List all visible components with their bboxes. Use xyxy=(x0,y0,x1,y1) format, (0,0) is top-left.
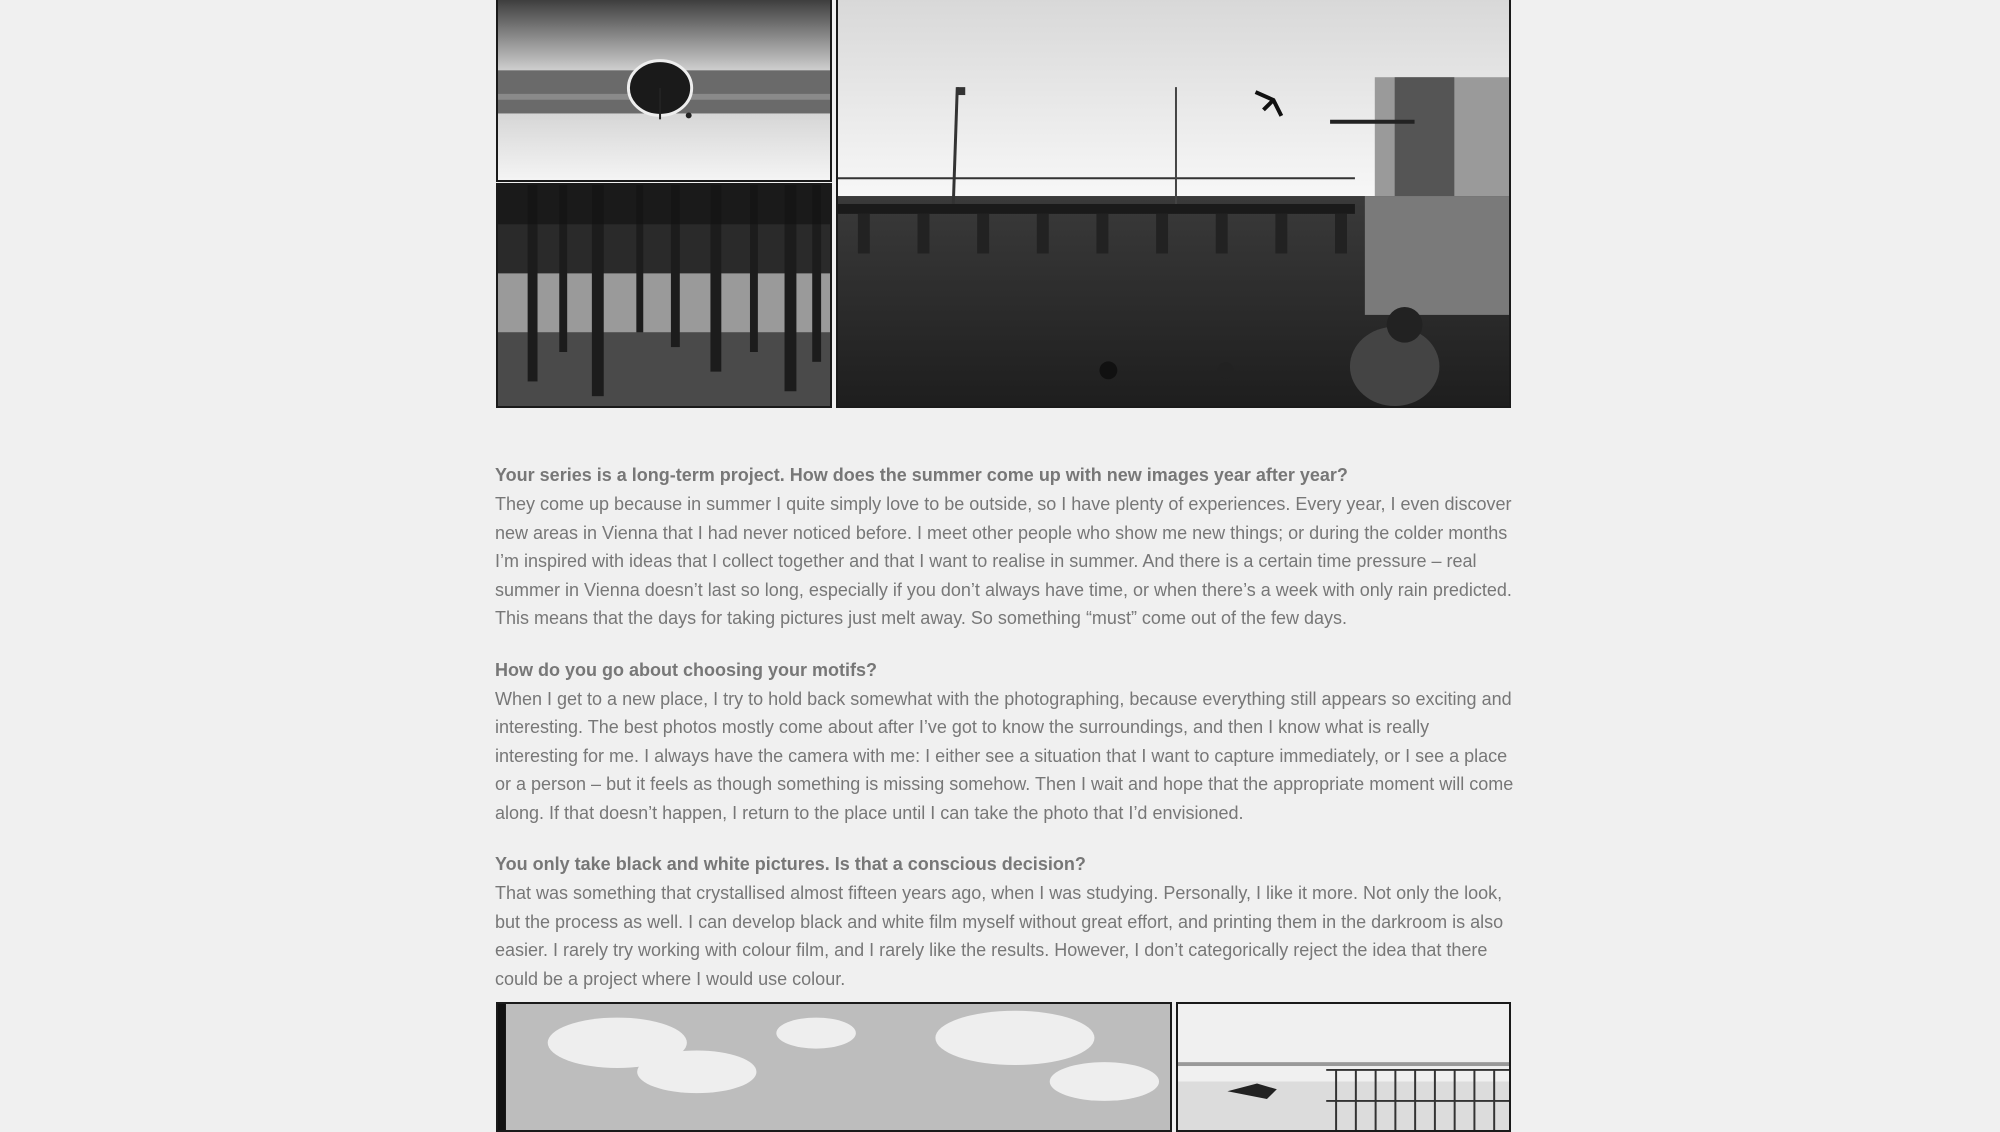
interview-question: Your series is a long-term project. How does the summer come up with new images year after year? xyxy=(495,465,1348,485)
interview-question: You only take black and white pictures. Is that a conscious decision? xyxy=(495,854,1086,874)
pine-forest-photo[interactable] xyxy=(496,183,832,408)
diving-pool-photo[interactable] xyxy=(836,0,1511,408)
beach-umbrella-photo[interactable] xyxy=(496,0,832,182)
photo-rooftop-terrace-icon xyxy=(1178,1004,1509,1130)
interview-answer: They come up because in summer I quite simply love to be outside, so I have plenty of experiences. Every year, I even discover new areas in Vienna that I had never noticed before. I meet other people who show me new things; or during the colder months I’m inspired with ideas that I collect together and that I want to realise in summer. And there is a certain time pressure – real summer in Vienna doesn’t last so long, especially if you don’t always have time, or when there’s a week with only rain predicted. This means that the days for taking pictures just melt away. So something “must” come out of the few days. xyxy=(495,494,1512,628)
interview-answer: When I get to a new place, I try to hold back somewhat with the photographing, because everything still appears so exciting and interesting. The best photos mostly come about after I’ve got to know the surroundings, and then I know what is really interesting for me. I always have the camera with me: I either see a situation that I want to capture immediately, or I see a place or a person – but it feels as though something is missing somehow. Then I wait and hope that the appropriate moment will come along. If that doesn’t happen, I return to the place until I can take the photo that I’d envisioned. xyxy=(495,688,1514,823)
photo-diving-pool-icon xyxy=(838,0,1509,406)
interview-qa-2 xyxy=(495,656,1515,828)
interview-answer: That was something that crystallised almost fifteen years ago, when I was studying. Personally, I like it more. Not only the look, but the process as well. I can develop black and white film myself without great effort, and printing them in the darkroom is also easier. I rarely try working with colour film, and I rarely like the results. However, I don’t categorically reject the idea that there could be a project where I would use colour. xyxy=(495,883,1504,989)
interview-qa-1 xyxy=(495,461,1515,633)
photo-pine-forest-icon xyxy=(498,185,830,406)
interview-article xyxy=(495,461,1515,1016)
photo-beach-umbrella-icon xyxy=(498,0,830,180)
rooftop-terrace-photo[interactable] xyxy=(1176,1002,1511,1132)
interview-qa-3 xyxy=(495,850,1515,993)
photo-sky-clouds-icon xyxy=(498,1004,1170,1130)
sky-clouds-photo[interactable] xyxy=(496,1002,1172,1132)
interview-question: How do you go about choosing your motifs? xyxy=(495,659,877,680)
